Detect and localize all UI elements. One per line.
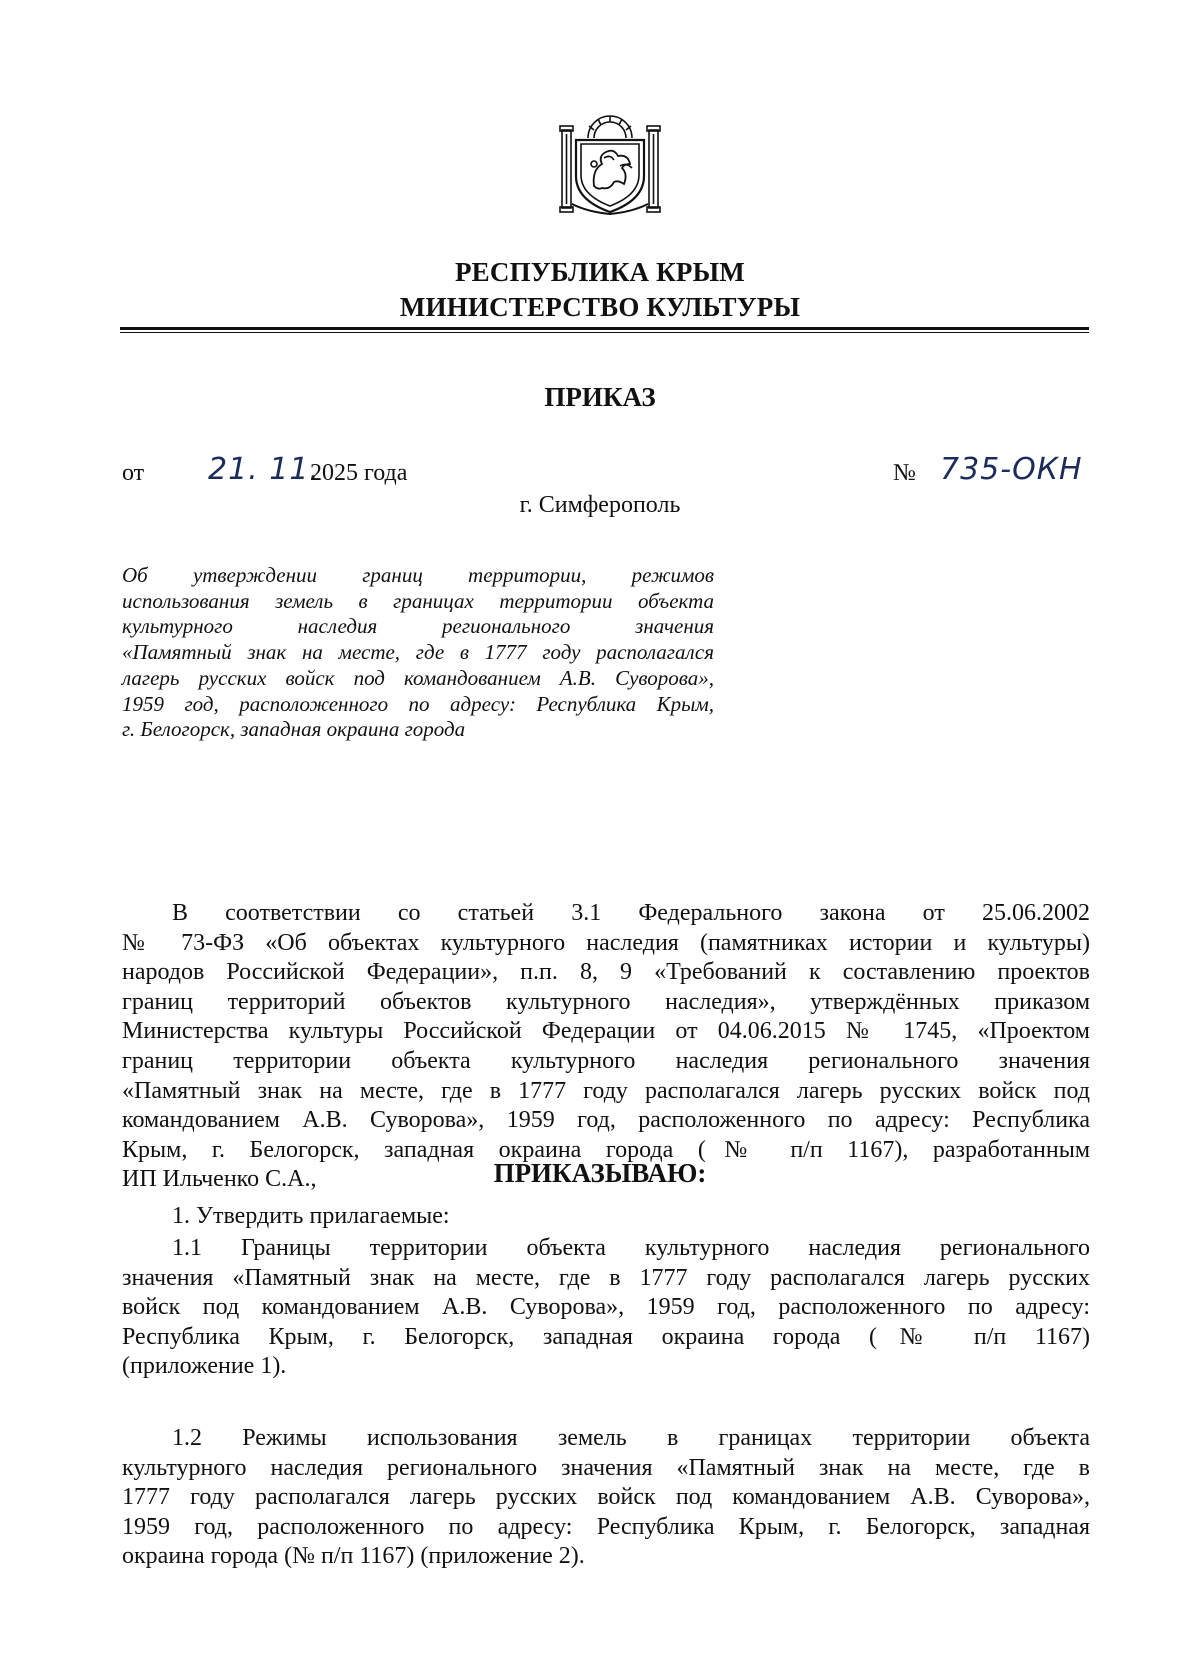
preamble-line: «Памятный знак на месте, где в 1777 году располагался лагерь русских войск под: [122, 1077, 1090, 1104]
preamble-line: В соответствии со статьей 3.1 Федерального закона от 25.06.2002: [172, 900, 1090, 926]
item-1-1-line: (приложение 1).: [122, 1353, 287, 1380]
command-heading: ПРИКАЗЫВАЮ:: [493, 1158, 707, 1188]
preamble-line: № 73-ФЗ «Об объектах культурного наследия (памятниках истории и культуры): [122, 929, 1090, 956]
item-1-1-line: Республика Крым, г. Белогорск, западная окраина города (№ п/п 1167): [122, 1323, 1090, 1350]
preamble-line: командованием А.В. Суворова», 1959 год, расположенного по адресу: Республика: [122, 1107, 1090, 1134]
item-1-2-line: 1777 году располагался лагерь русских войск под командованием А.В. Суворова»,: [122, 1484, 1090, 1511]
header-divider-thick: [120, 327, 1089, 330]
subject-line: 1959 год, расположенного по адресу: Республика Крым,: [122, 691, 714, 716]
preamble-line: границ территорий объектов культурного наследия», утверждённых приказом: [122, 988, 1090, 1015]
preamble-line: границ территории объекта культурного наследия регионального значения: [122, 1047, 1090, 1074]
order-subject: [122, 563, 714, 743]
preamble-line: Крым, г. Белогорск, западная окраина города (№ п/п 1167), разработанным: [122, 1136, 1090, 1163]
item-1-2-line: 1.2 Режимы использования земель в границах территории объекта: [172, 1425, 1090, 1451]
item-1-1-line: 1.1 Границы территории объекта культурного наследия регионального: [172, 1235, 1090, 1261]
subject-line: использования земель в границах территории объекта: [122, 588, 714, 613]
preamble-line: ИП Ильченко С.А.,: [122, 1166, 317, 1193]
item-1-1-paragraph: [122, 1234, 1090, 1382]
preamble-line: Министерства культуры Российской Федерации от 04.06.2015 № 1745, «Проектом: [122, 1018, 1090, 1045]
handwritten-order-number: 735-ОКН: [940, 452, 1083, 487]
republic-heading: РЕСПУБЛИКА КРЫМ: [454, 257, 745, 287]
subject-line: г. Белогорск, западная окраина города: [122, 717, 466, 742]
preamble-line: народов Российской Федерации», п.п. 8, 9 «Требований к составлению проектов: [122, 959, 1090, 986]
document-title: ПРИКАЗ: [544, 382, 656, 412]
item-1: 1. Утвердить прилагаемые:: [172, 1203, 450, 1229]
ministry-heading: МИНИСТЕРСТВО КУЛЬТУРЫ: [399, 292, 801, 322]
item-1-2-line: культурного наследия регионального значения «Памятный знак на месте, где в: [122, 1454, 1090, 1481]
preamble-paragraph: [122, 899, 1090, 1195]
subject-line: «Памятный знак на месте, где в 1777 году располагался: [122, 640, 714, 665]
item-1-2-paragraph: [122, 1424, 1090, 1572]
item-1-2-line: 1959 год, расположенного по адресу: Республика Крым, г. Белогорск, западная: [122, 1513, 1090, 1540]
coat-of-arms-emblem: [558, 108, 662, 218]
date-year: 2025 года: [310, 460, 408, 486]
date-prefix: от: [122, 460, 145, 486]
header-divider-thin: [120, 332, 1089, 333]
item-1-1-line: войск под командованием А.В. Суворова», 1959 год, расположенного по адресу:: [122, 1294, 1090, 1321]
city-name: г. Симферополь: [519, 492, 681, 518]
number-prefix: №: [893, 460, 916, 486]
item-1-2-line: окраина города (№ п/п 1167) (приложение 2).: [122, 1543, 585, 1570]
item-1-1-line: значения «Памятный знак на месте, где в 1777 году располагался лагерь русских: [122, 1264, 1090, 1291]
subject-line: культурного наследия регионального значения: [122, 614, 714, 639]
subject-line: лагерь русских войск под командованием А.В. Суворова»,: [122, 665, 714, 690]
handwritten-date: 21. 11.: [208, 452, 320, 487]
subject-line: Об утверждении границ территории, режимов: [122, 563, 714, 587]
